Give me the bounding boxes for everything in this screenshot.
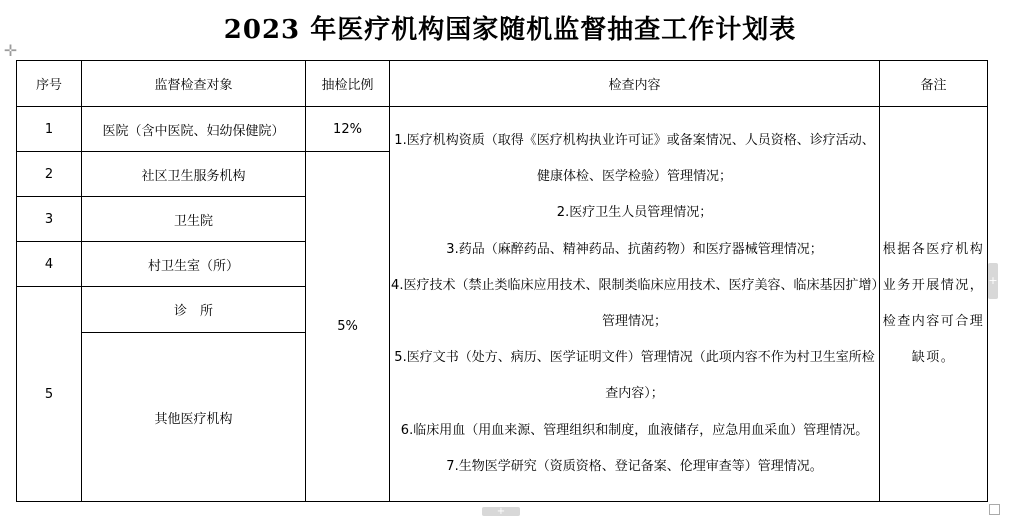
header-seq: 序号 <box>17 61 82 107</box>
header-note: 备注 <box>880 61 988 107</box>
content-item: 1.医疗机构资质（取得《医疗机构执业许可证》或备案情况、人员资格、诊疗活动、健康体检、医学检验）管理情况； <box>394 132 875 185</box>
row-target: 诊 所 <box>82 287 306 333</box>
row-target: 社区卫生服务机构 <box>82 152 306 197</box>
plus-icon[interactable]: + <box>988 263 998 299</box>
row-seq: 2 <box>17 152 82 197</box>
content-item: 6.临床用血（用血来源、管理组织和制度，血液储存，应急用血采血）管理情况。 <box>400 422 869 438</box>
resize-square-icon[interactable] <box>989 504 1000 515</box>
row-seq: 5 <box>17 287 82 502</box>
row-seq: 4 <box>17 242 82 287</box>
content-item: 7.生物医学研究（资质资格、登记备案、伦理审查等）管理情况。 <box>446 458 823 474</box>
plus-icon[interactable]: + <box>482 507 520 516</box>
shared-ratio-cell: 5% <box>306 152 390 502</box>
inspection-content-cell <box>390 107 880 502</box>
row-target: 村卫生室（所） <box>82 242 306 287</box>
content-item: 3.药品（麻醉药品、精神药品、抗菌药物）和医疗器械管理情况； <box>446 241 823 257</box>
row-seq: 1 <box>17 107 82 152</box>
move-cross-icon[interactable]: ✛ <box>3 41 18 60</box>
content-item: 4.医疗技术（禁止类临床应用技术、限制类临床应用技术、医疗美容、临床基因扩增）管理情况； <box>391 277 878 329</box>
note-cell: 根据各医疗机构业务开展情况，检查内容可合理缺项。 <box>880 107 988 502</box>
row-target: 医院（含中医院、妇幼保健院） <box>82 107 306 152</box>
row-seq: 3 <box>17 197 82 242</box>
document-title: 2023 年医疗机构国家随机监督抽查工作计划表 <box>223 15 797 45</box>
content-item: 5.医疗文书（处方、病历、医学证明文件）管理情况（此项内容不作为村卫生室所检查内容）； <box>394 350 875 402</box>
row-target: 卫生院 <box>82 197 306 242</box>
header-target: 监督检查对象 <box>82 61 306 107</box>
row-ratio: 12% <box>306 107 390 152</box>
header-content: 检查内容 <box>390 61 880 107</box>
table-header-row <box>17 61 988 107</box>
header-ratio: 抽检比例 <box>306 61 390 107</box>
content-item: 2.医疗卫生人员管理情况； <box>556 205 713 221</box>
row-target: 其他医疗机构 <box>82 333 306 502</box>
table-row <box>17 107 988 152</box>
plan-table <box>16 60 988 502</box>
